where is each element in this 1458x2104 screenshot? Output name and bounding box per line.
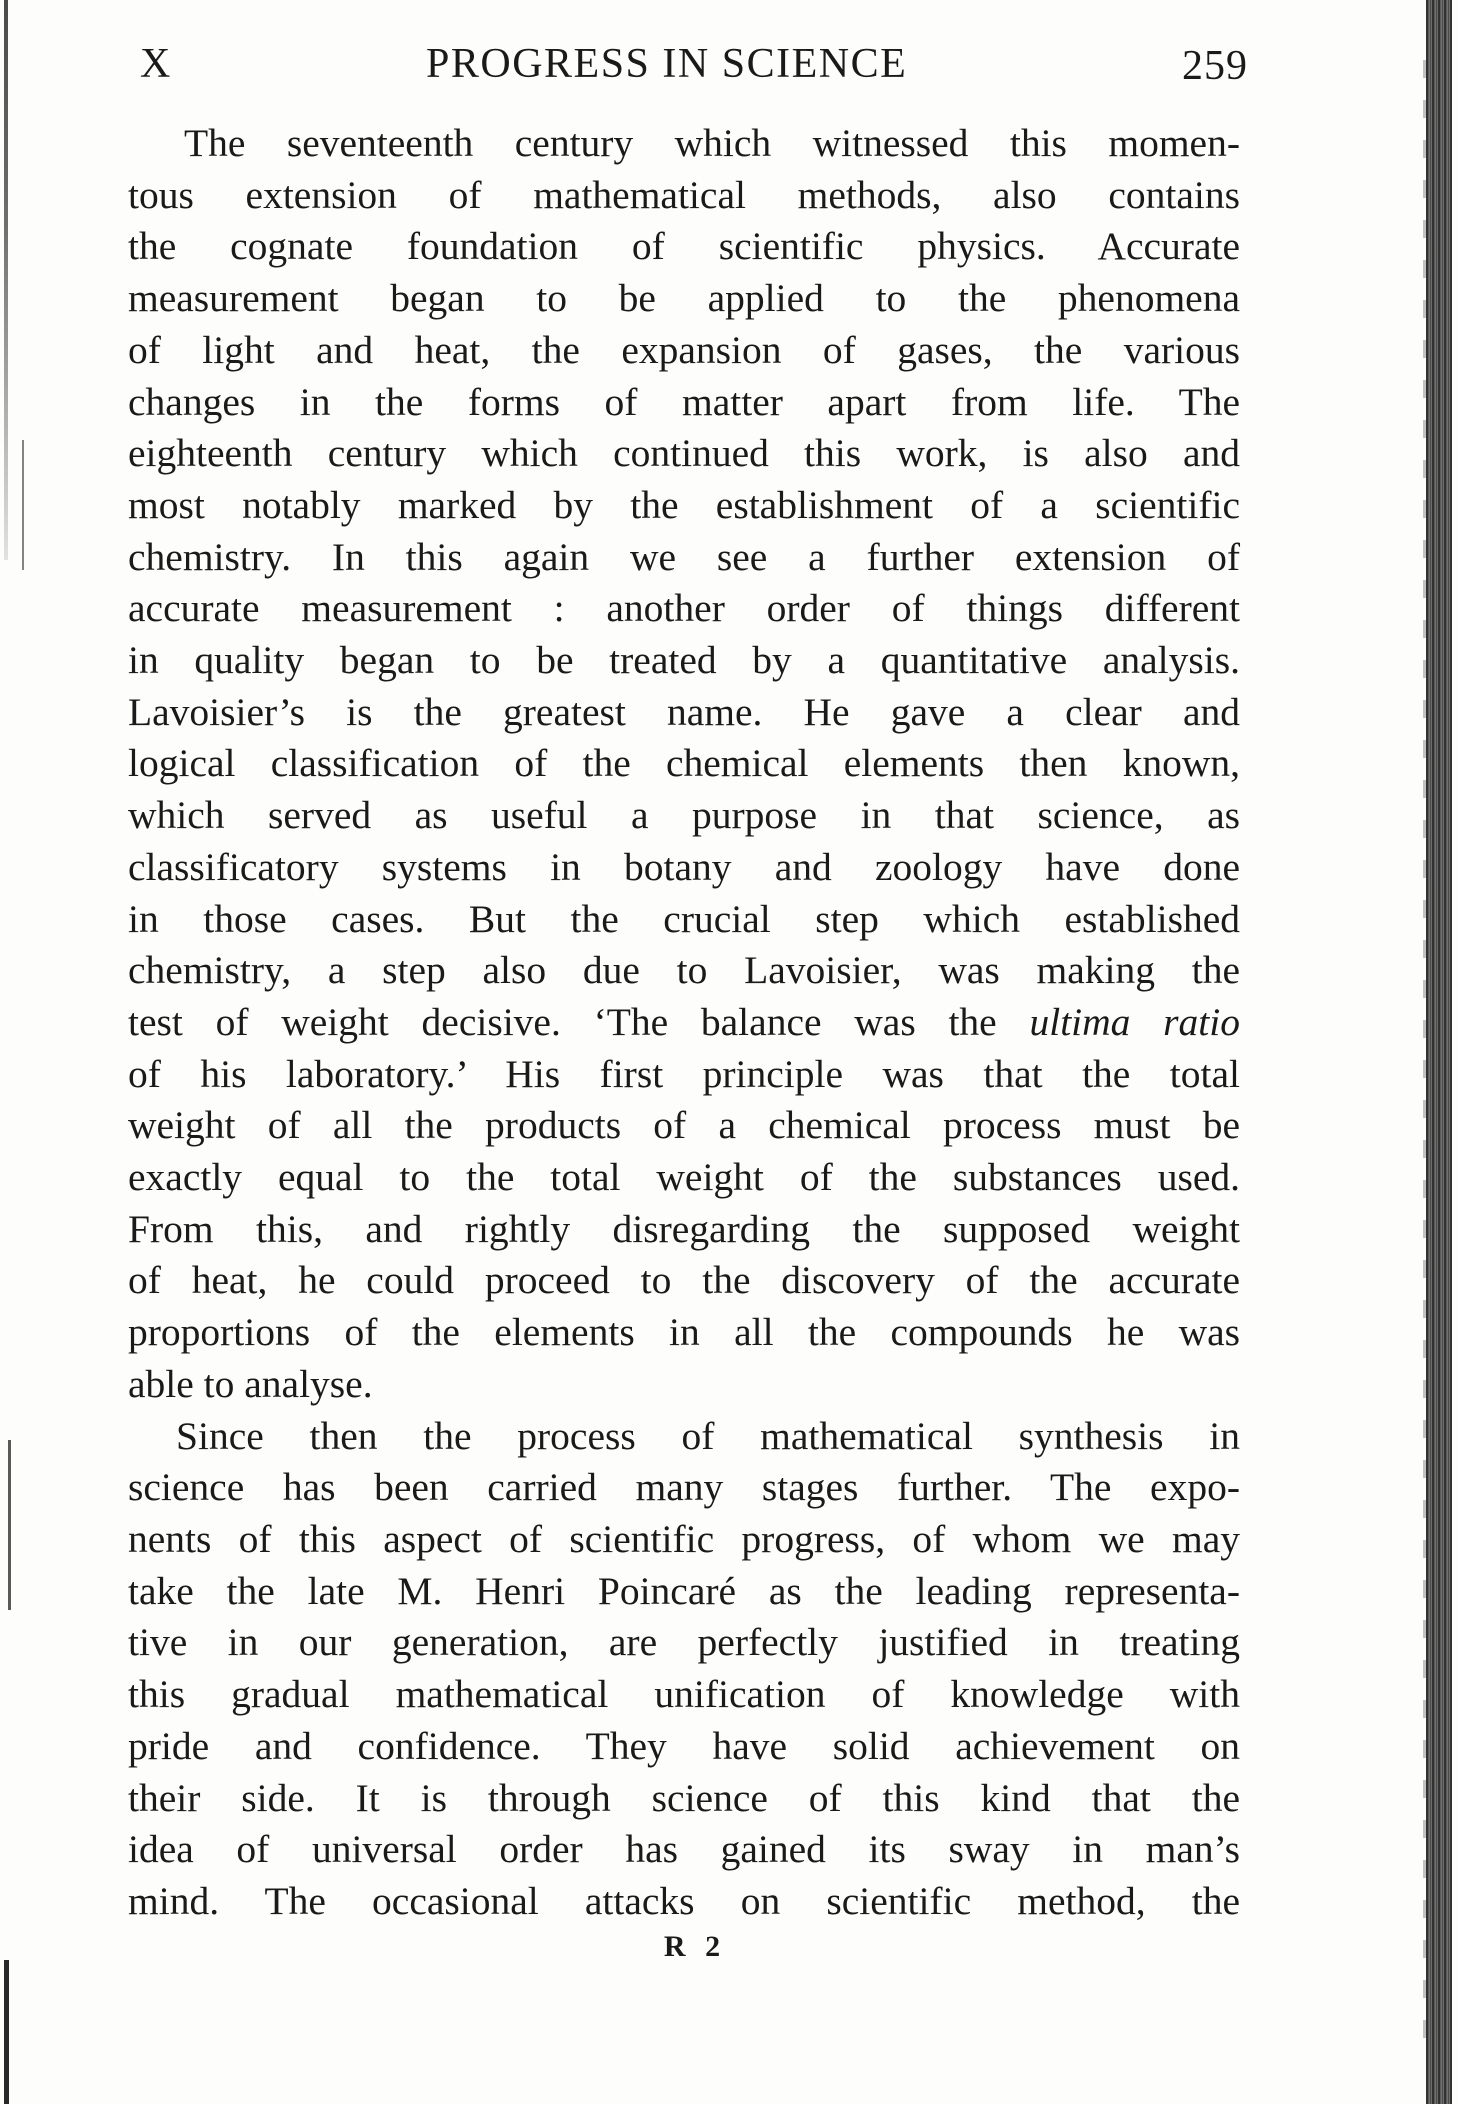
text-line: pride and confidence. They have solid achievement on (128, 1723, 1240, 1768)
paragraph (128, 118, 1240, 1411)
text-line: weight of all the products of a chemical process must be (128, 1103, 1240, 1148)
text-run: test of weight decisive. ‘The balance was the (128, 999, 1030, 1044)
text-line: measurement began to be applied to the phenomena (128, 276, 1240, 321)
signature-mark (0, 1930, 1458, 1964)
text-line: nents of this aspect of scientific progress, of whom we may (128, 1516, 1240, 1561)
text-line: eighteenth century which continued this work, is also and (128, 431, 1240, 476)
text-line: Since then the process of mathematical synthesis in (176, 1413, 1240, 1458)
scan-edge-left-mark (8, 1440, 11, 1610)
text-line: of light and heat, the expansion of gases, the various (128, 327, 1240, 372)
text-line: changes in the forms of matter apart from life. The (128, 379, 1240, 424)
signature-text: R 2 (663, 1930, 727, 1963)
text-line: of his laboratory.’ His first principle was that the total (128, 1051, 1240, 1096)
text-line: accurate measurement : another order of things different (128, 586, 1240, 631)
text-line: Lavoisier’s is the greatest name. He gave a clear and (128, 689, 1240, 734)
text-line: in those cases. But the crucial step which established (128, 896, 1240, 941)
text-line: able to analyse. (128, 1361, 373, 1406)
text-line: chemistry, a step also due to Lavoisier, was making the (128, 948, 1240, 993)
text-line: most notably marked by the establishment of a scientific (128, 482, 1240, 527)
text-line: of heat, he could proceed to the discovery of the accurate (128, 1258, 1240, 1303)
text-line (128, 997, 1240, 1049)
text-line: science has been carried many stages further. The expo- (128, 1465, 1240, 1510)
text-line: classificatory systems in botany and zoology have done (128, 844, 1240, 889)
running-title: PROGRESS IN SCIENCE (426, 41, 908, 87)
text-line: chemistry. In this again we see a further extension of (128, 534, 1240, 579)
scan-edge-left (4, 0, 8, 560)
italic-phrase: ultima ratio (1029, 999, 1240, 1044)
text-line: The seventeenth century which witnessed this momen- (184, 121, 1240, 165)
page-number: 259 (1182, 43, 1248, 89)
scan-edge-right (1426, 0, 1452, 2104)
scan-edge-left-mark (22, 440, 24, 570)
text-line: proportions of the elements in all the compounds he was (128, 1310, 1240, 1355)
text-line: this gradual mathematical unification of knowledge with (128, 1672, 1240, 1717)
text-line: in quality began to be treated by a quantitative analysis. (128, 638, 1240, 683)
text-line: mind. The occasional attacks on scientific method, the (128, 1878, 1240, 1923)
text-line: logical classification of the chemical elements then known, (128, 741, 1240, 786)
running-header (140, 40, 1248, 90)
chapter-number: X (140, 41, 172, 87)
text-line: tive in our generation, are perfectly justified in treating (128, 1620, 1240, 1665)
text-line: exactly equal to the total weight of the substances used. (128, 1155, 1240, 1200)
body-text (128, 118, 1240, 1928)
paragraph (128, 1411, 1240, 1928)
text-line: tous extension of mathematical methods, also contains (128, 172, 1240, 217)
text-line: which served as useful a purpose in that science, as (128, 793, 1240, 838)
scan-edge-right-shadow (1423, 60, 1426, 2060)
text-line: the cognate foundation of scientific physics. Accurate (128, 224, 1240, 269)
scan-edge-left-mark (4, 1960, 9, 2104)
text-line: take the late M. Henri Poincaré as the leading representa- (128, 1568, 1240, 1613)
text-line: idea of universal order has gained its sway in man’s (128, 1827, 1240, 1872)
text-line: their side. It is through science of this kind that the (128, 1775, 1240, 1820)
text-line: From this, and rightly disregarding the supposed weight (128, 1206, 1240, 1251)
